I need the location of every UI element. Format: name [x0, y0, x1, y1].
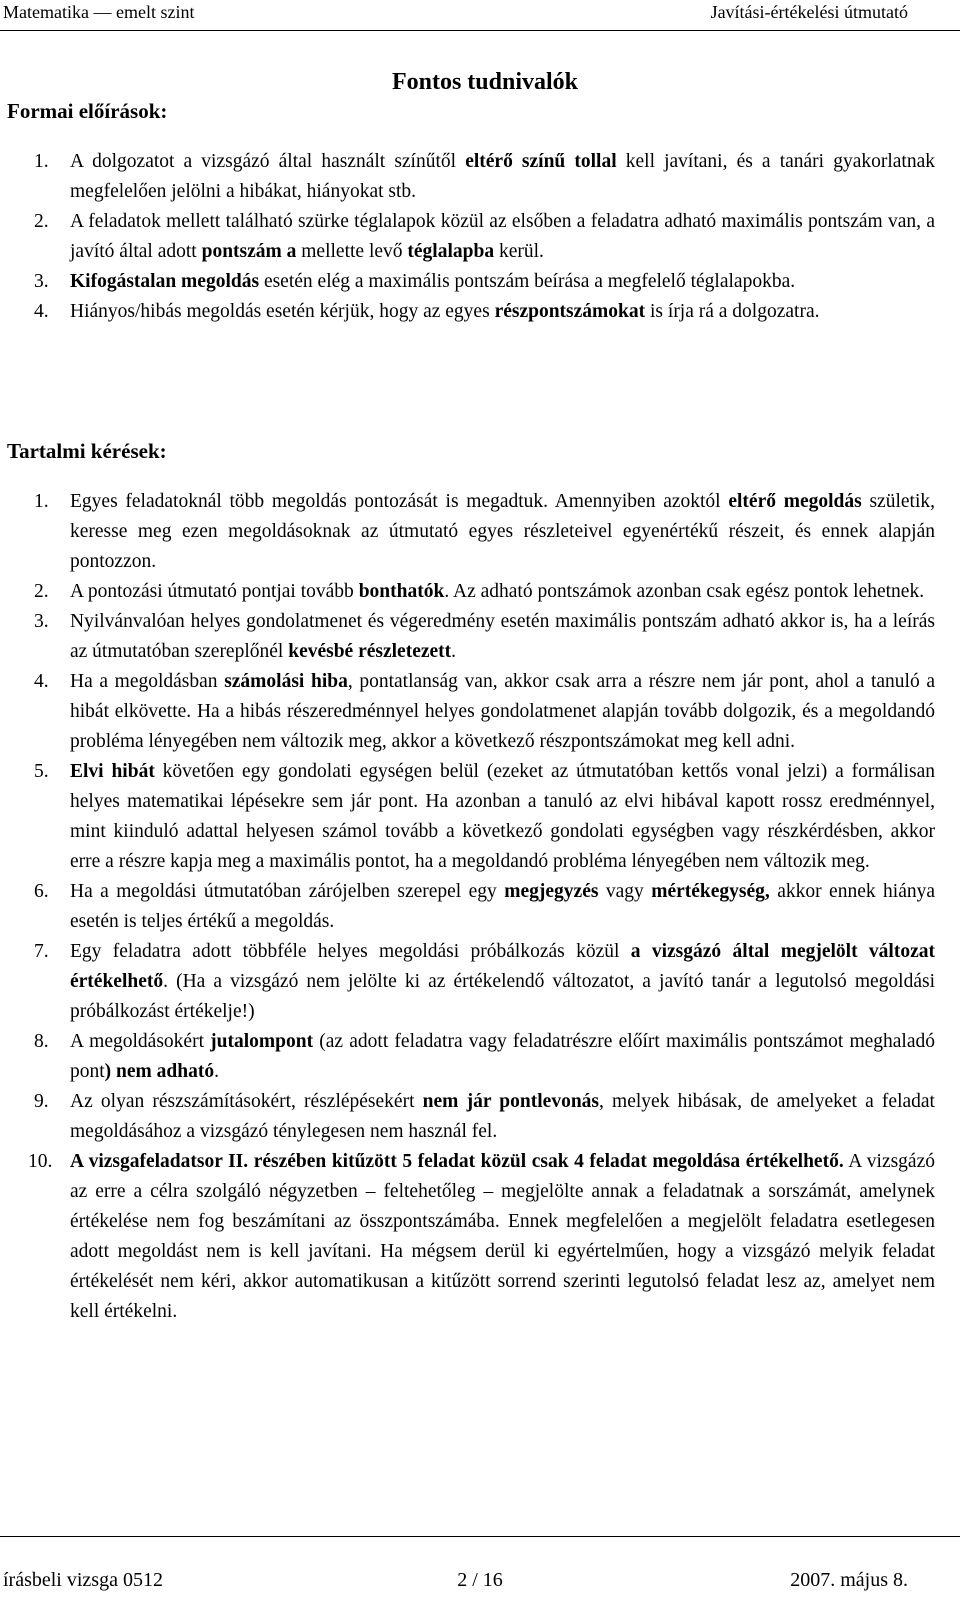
- content-heading: Tartalmi kérések:: [7, 439, 167, 463]
- text-run: mellette levő: [296, 241, 408, 262]
- formal-heading: Formai előírások:: [7, 99, 168, 123]
- item-number: 3.: [34, 611, 49, 632]
- content-item-8: [7, 1027, 935, 1087]
- text-run: A dolgozatot a vizsgázó által használt színűtől: [70, 151, 466, 172]
- text-run: A feladatok mellett található szürke téglalapok közül az elsőben a feladatra adható maximális pontszám van, a javító által adott: [70, 211, 935, 262]
- header-doc-type: Javítási-értékelési útmutató: [710, 2, 908, 22]
- page-header: [0, 0, 960, 24]
- bold-text: a vizsgázó által megjelölt változat értékelhető: [70, 941, 935, 992]
- item-number: 1.: [34, 491, 49, 512]
- item-text: [70, 211, 935, 262]
- content-rules-list: [7, 487, 935, 1327]
- item-number: 10.: [28, 1151, 53, 1172]
- item-text: [70, 271, 795, 292]
- content-item-6: [7, 877, 935, 937]
- item-number: 5.: [34, 761, 49, 782]
- header-rule: [0, 30, 960, 31]
- text-run: , melyek hibásak, de amelyeket a feladat megoldásához a vizsgázó ténylegesen nem használ fel.: [70, 1091, 935, 1142]
- header-subject: Matematika — emelt szint: [3, 2, 195, 22]
- formal-item-3: [7, 267, 935, 297]
- item-text: [70, 1151, 935, 1322]
- bold-text: bonthatók: [358, 581, 445, 602]
- item-text: [70, 1091, 935, 1142]
- text-run: követően egy gondolati egységen belül (ezeket az útmutatóban kettős vonal jelzi) a formálisan helyes matematikai lépésekre sem jár pont. Ha azonban a tanuló az elvi hibával kapott rossz eredménnyel, mint kiinduló adattal helyesen számol tovább a következő gondolati egységben vagy részkérdésben, akkor erre a részre kapja meg a maximális pontot, ha a megoldandó probléma lényegében nem változik meg.: [70, 761, 935, 872]
- footer-date: 2007. május 8.: [790, 1569, 908, 1591]
- item-number: 1.: [34, 151, 49, 172]
- item-text: [70, 581, 924, 602]
- content-item-7: [7, 937, 935, 1027]
- text-run: vagy: [598, 881, 652, 902]
- bold-text: megjegyzés: [504, 881, 599, 902]
- bold-text: ) nem adható: [104, 1061, 215, 1082]
- text-run: Az olyan részszámításokért, részlépésekért: [70, 1091, 423, 1112]
- formal-item-2: [7, 207, 935, 267]
- page-title: Fontos tudnivalók: [391, 69, 579, 95]
- item-number: 9.: [34, 1091, 49, 1112]
- text-run: Egy feladatra adott többféle helyes megoldási próbálkozás közül: [70, 941, 631, 962]
- text-run: Egyes feladatoknál több megoldás pontozását is megadtuk. Amennyiben azoktól: [70, 491, 729, 512]
- item-number: 2.: [34, 581, 49, 602]
- item-number: 6.: [34, 881, 49, 902]
- content-item-10: [7, 1147, 935, 1327]
- content-item-2: [7, 577, 935, 607]
- bold-text: A vizsgafeladatsor II. részében kitűzött 5 feladat közül csak 4 feladat megoldása értékelhető.: [70, 1151, 844, 1172]
- content-item-1: [7, 487, 935, 577]
- text-run: .: [451, 641, 457, 662]
- item-number: 4.: [34, 301, 49, 322]
- text-run: Ha a megoldási útmutatóban zárójelben szerepel egy: [70, 881, 505, 902]
- bold-text: pontszám a: [201, 241, 297, 262]
- formal-item-4: [7, 297, 935, 327]
- footer-page-number: 2 / 16: [457, 1569, 503, 1591]
- text-run: kell javítani, és a tanári gyakorlatnak megfelelően jelölni a hibákat, hiányokat stb.: [70, 151, 935, 202]
- text-run: születik, keresse meg ezen megoldásoknak az útmutató egyes részleteivel egyenértékű részeit, és ennek alapján pontozzon.: [70, 491, 935, 572]
- bold-text: számolási hiba: [224, 671, 348, 692]
- text-run: A pontozási útmutató pontjai tovább: [70, 581, 359, 602]
- text-run: Hiányos/hibás megoldás esetén kérjük, hogy az egyes: [70, 301, 495, 322]
- bold-text: Elvi hibát: [70, 761, 155, 782]
- footer-rule: [0, 1536, 960, 1537]
- bold-text: téglalapba: [407, 241, 495, 262]
- text-run: A vizsgázó az erre a célra szolgáló négyzetben – feltehetőleg – megjelölte annak a feladatnak a sorszámát, amelynek értékelése nem fog beszámítani az összpontszámába. Ennek megfelelően a megjelölt feladatra esetlegesen adott megoldást nem is kell javítani. Ha mégsem derül ki egyértelműen, hogy a vizsgázó melyik feladat értékelését nem kéri, akkor automatikusan a kitűzött sorrend szerinti legutolsó feladat lesz az, amelyet nem kell értékelni.: [70, 1151, 935, 1322]
- text-run: Ha a megoldásban: [70, 671, 225, 692]
- content-item-5: [7, 757, 935, 877]
- text-run: kerül.: [494, 241, 544, 262]
- item-number: 4.: [34, 671, 49, 692]
- bold-text: mértékegység,: [651, 881, 770, 902]
- item-text: [70, 1031, 935, 1082]
- content-item-9: [7, 1087, 935, 1147]
- item-text: [70, 151, 935, 202]
- item-number: 2.: [34, 211, 49, 232]
- content-item-3: [7, 607, 935, 667]
- footer-exam-code: írásbeli vizsga 0512: [3, 1569, 163, 1591]
- text-run: . Az adható pontszámok azonban csak egész pontok lehetnek.: [444, 581, 925, 602]
- text-run: , pontatlanság van, akkor csak arra a részre nem jár pont, ahol a tanuló a hibát elkövette. Ha a hibás részeredménnyel helyes gondolatmenet alapján tovább dolgozik, és a megoldandó probléma lényegében nem változik meg, akkor a következő részpontszámokat meg kell adni.: [70, 671, 935, 752]
- formal-item-1: [7, 147, 935, 207]
- item-text: [70, 941, 935, 1022]
- item-number: 8.: [34, 1031, 49, 1052]
- text-run: . (Ha a vizsgázó nem jelölte ki az értékelendő változatot, a javító tanár a legutolsó megoldási próbálkozást értékelje!): [70, 971, 935, 1022]
- item-text: [70, 671, 935, 752]
- bold-text: jutalompont: [210, 1031, 314, 1052]
- bold-text: Kifogástalan megoldás: [70, 271, 260, 292]
- bold-text: nem jár pontlevonás: [422, 1091, 599, 1112]
- item-text: [70, 301, 819, 322]
- text-run: Nyilvánvalóan helyes gondolatmenet és végeredmény esetén maximális pontszám adható akkor is, ha a leírás az útmutatóban szereplőnél: [70, 611, 935, 662]
- bold-text: kevésbé részletezett: [288, 641, 452, 662]
- bold-text: eltérő megoldás: [728, 491, 862, 512]
- content-item-4: [7, 667, 935, 757]
- text-run: is írja rá a dolgozatra.: [645, 301, 820, 322]
- item-text: [70, 761, 935, 872]
- item-number: 7.: [34, 941, 49, 962]
- item-text: [70, 881, 935, 932]
- item-text: [70, 491, 935, 572]
- formal-rules-list: [7, 147, 935, 327]
- item-text: [70, 611, 935, 662]
- text-run: A megoldásokért: [70, 1031, 211, 1052]
- text-run: (az adott feladatra vagy feladatrészre előírt maximális pontszámot meghaladó pont: [70, 1031, 936, 1082]
- item-number: 3.: [34, 271, 49, 292]
- text-run: esetén elég a maximális pontszám beírása a megfelelő téglalapokba.: [259, 271, 796, 292]
- bold-text: eltérő színű tollal: [465, 151, 617, 172]
- bold-text: részpontszámokat: [494, 301, 646, 322]
- text-run: .: [214, 1061, 219, 1082]
- text-run: akkor ennek hiánya esetén is teljes értékű a megoldás.: [70, 881, 936, 932]
